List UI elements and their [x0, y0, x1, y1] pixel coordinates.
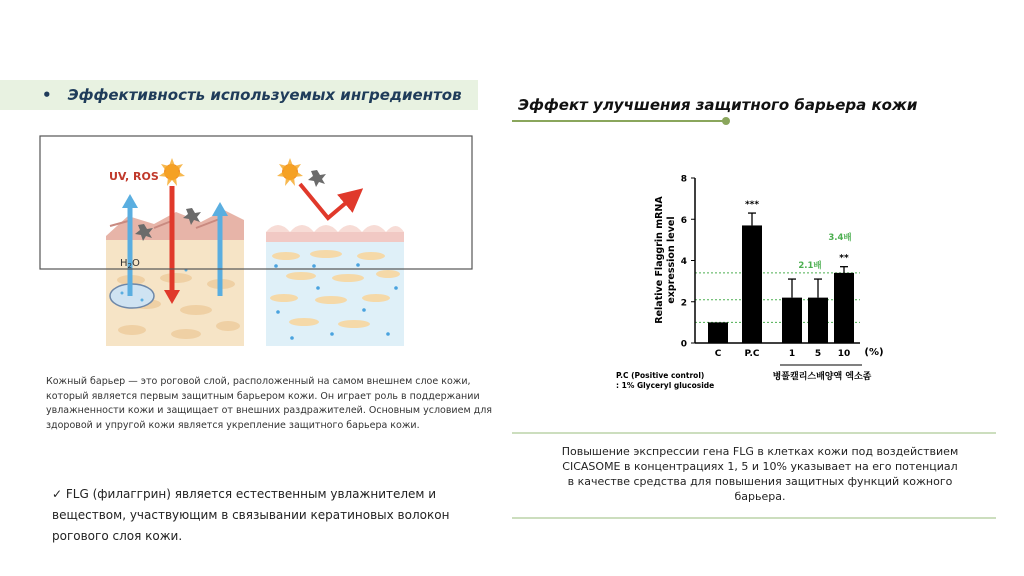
- flaggrin-bar-chart: [600, 160, 900, 400]
- y-tick-label: 0: [680, 339, 687, 350]
- highlight-frame: [40, 136, 472, 269]
- y-tick-label: 6: [680, 215, 687, 226]
- bar-C: [708, 322, 728, 343]
- y-tick-label: 8: [680, 174, 687, 185]
- x-tick-label: 1: [788, 349, 796, 359]
- chart-section-title: Эффект улучшения защитного барьера кожи: [518, 96, 918, 114]
- legend-line1: P.C (Positive control): [616, 371, 705, 380]
- bar-1: [782, 298, 802, 343]
- ros-particle-icon: [308, 170, 326, 187]
- bar-10: [834, 273, 854, 343]
- damaged-skin: [106, 210, 244, 346]
- bar-5: [808, 298, 828, 343]
- unit-label: (%): [864, 347, 884, 358]
- x-tick-label: 5: [814, 349, 822, 359]
- check-icon: ✓: [52, 487, 63, 501]
- y-tick-label: 2: [680, 298, 687, 309]
- uv-reflection-arrow: [300, 184, 354, 218]
- barrier-description: Кожный барьер — это роговой слой, расположенный на самом внешнем слое кожи, который является первым защитным барьером кожи. Он играет роль в поддержании увлажненности кожи и защищает от внешних раздражителей. Основным условием для здоровой и упругой кожи является укрепление защитного барьера кожи.: [46, 376, 492, 431]
- skin-barrier-illustration: [36, 128, 486, 356]
- section-header-text: Эффективность используемых ингредиентов: [67, 86, 462, 104]
- uv-ros-label: UV, ROS: [109, 170, 159, 183]
- flg-note-text: FLG (филаггрин) является естественным увлажнителем и веществом, участвующим в связывании кератиновых волокон рогового слоя кожи.: [52, 487, 450, 543]
- legend-line2: : 1% Glyceryl glucoside: [616, 381, 715, 390]
- significance-mark: ***: [744, 200, 760, 211]
- y-axis-label-line2: expression level: [666, 216, 677, 304]
- group-label: 병풀캘리스배양액 엑소좀: [772, 372, 872, 382]
- flg-note: [52, 484, 472, 547]
- x-tick-label: P.C: [744, 349, 760, 359]
- sun-icon: [159, 158, 185, 186]
- section-header: [42, 86, 462, 104]
- title-underline: [510, 116, 734, 126]
- h2o-label: $H_2O$: [120, 258, 140, 270]
- sun-icon: [277, 158, 303, 186]
- healthy-skin: [266, 225, 404, 346]
- significance-mark: **: [839, 253, 849, 264]
- water-loss-arrowhead: [212, 202, 228, 216]
- x-tick-label: C: [714, 349, 722, 359]
- x-tick-label: 10: [837, 349, 851, 359]
- ratio-annotation-2.1: 2.1배: [798, 261, 822, 271]
- bar-P.C: [742, 225, 762, 343]
- result-note: Повышение экспрессии гена FLG в клетках кожи под воздействием CICASOME в концентрациях 1, 5 и 10% указывает на его потенциал в качестве средства для повышения защитных функций кожного барьера.: [561, 445, 959, 503]
- bullet: •: [42, 86, 52, 104]
- water-loss-arrowhead: [122, 194, 138, 208]
- y-axis-label-line1: Relative Flaggrin mRNA: [654, 196, 665, 324]
- ratio-annotation-3.4: 3.4배: [828, 233, 852, 243]
- y-tick-label: 4: [680, 257, 687, 267]
